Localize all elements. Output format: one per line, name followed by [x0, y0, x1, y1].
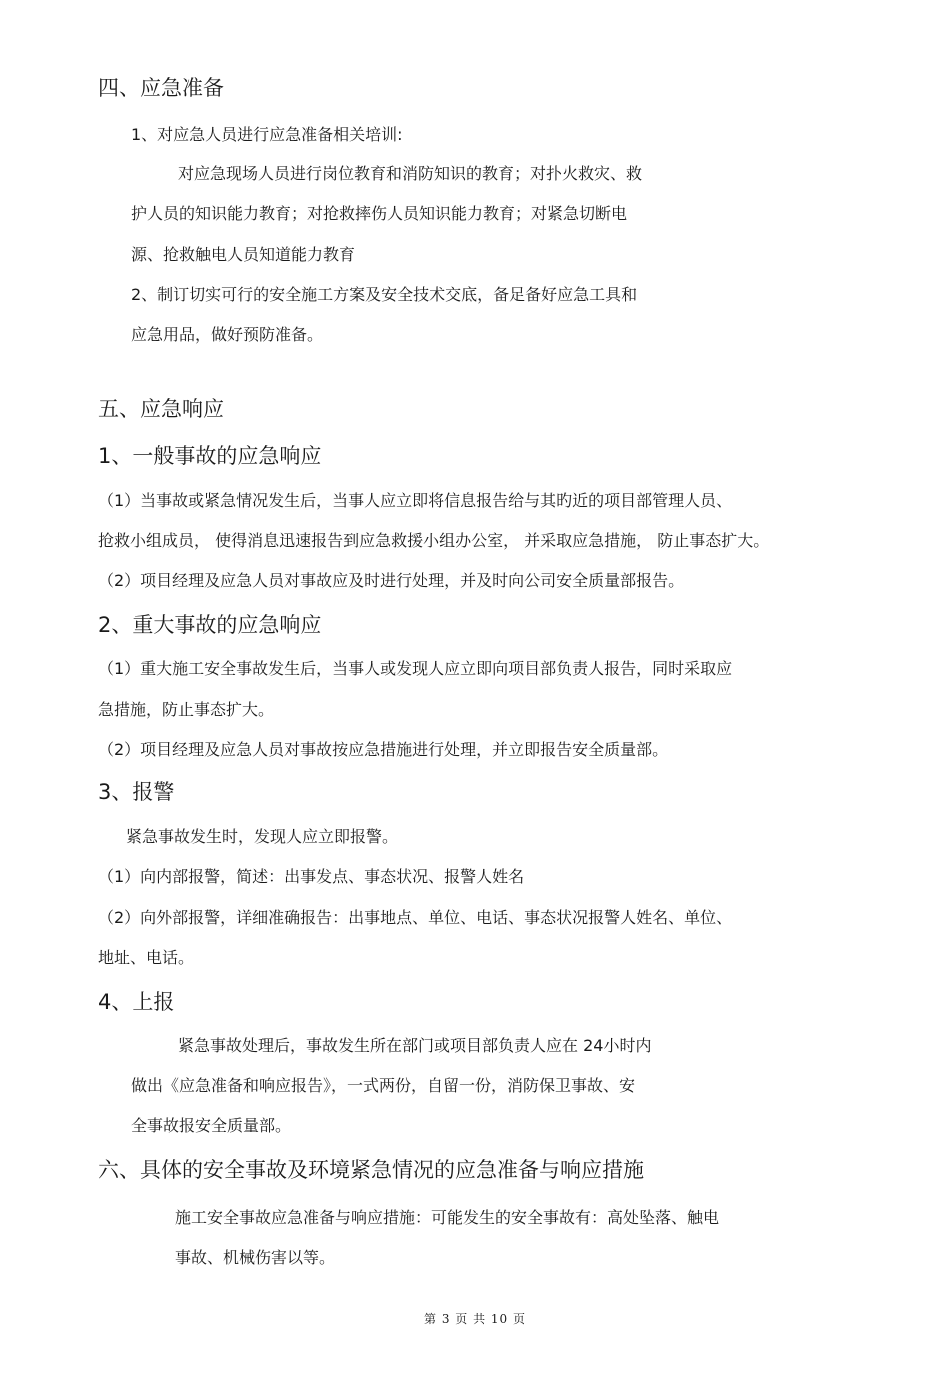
- section-4-item-1-line: 护人员的知识能力教育；对抢救摔伤人员知识能力教育；对紧急切断电: [131, 204, 628, 223]
- subsection-2-line: （2）项目经理及应急人员对事故按应急措施进行处理，并立即报告安全质量部。: [98, 740, 669, 759]
- subsection-1-line: （1）当事故或紧急情况发生后，当事人应立即将信息报告给与其旳近的项目部管理人员、: [98, 491, 733, 510]
- subsection-4-line: 紧急事故处理后，事故发生所在部门或项目部负责人应在 24小时内: [178, 1036, 652, 1055]
- page-number-footer: 第 3 页 共 10 页: [424, 1312, 526, 1326]
- section-4-item-1-line: 对应急现场人员进行岗位教育和消防知识的教育；对扑火救灾、救: [178, 164, 643, 183]
- subsection-4-title: 4、上报: [98, 990, 175, 1014]
- section-6-line: 事故、机械伤害以等。: [175, 1248, 336, 1267]
- section-4-item-1-line: 源、抢救触电人员知道能力教育: [131, 245, 356, 264]
- subsection-3-line: （2）向外部报警，详细准确报告：出事地点、单位、电话、事态状况报警人姓名、单位、: [98, 908, 733, 927]
- section-4-heading: 四、应急准备: [98, 76, 224, 100]
- section-6-line: 施工安全事故应急准备与响应措施：可能发生的安全事故有：高处坠落、触电: [175, 1208, 720, 1227]
- subsection-2-line: 急措施，防止事态扩大。: [98, 700, 275, 719]
- section-5-heading: 五、应急响应: [98, 397, 224, 421]
- section-6-heading: 六、具体的安全事故及环境紧急情况的应急准备与响应措施: [98, 1158, 644, 1182]
- subsection-3-line: 地址、电话。: [98, 948, 195, 967]
- section-4-item-2-line: 应急用品，做好预防准备。: [131, 325, 324, 344]
- subsection-1-title: 1、一般事故的应急响应: [98, 444, 322, 468]
- section-4-item-2-line: 2、制订切实可行的安全施工方案及安全技术交底，备足备好应急工具和: [131, 285, 638, 304]
- subsection-4-line: 全事故报安全质量部。: [131, 1116, 292, 1135]
- subsection-1-line: （2）项目经理及应急人员对事故应及时进行处理，并及时向公司安全质量部报告。: [98, 571, 685, 590]
- subsection-2-line: （1）重大施工安全事故发生后，当事人或发现人应立即向项目部负责人报告，同时采取应: [98, 659, 733, 678]
- section-4-item-1-title: 1、对应急人员进行应急准备相关培训:: [131, 125, 403, 144]
- subsection-4-line: 做出《应急准备和响应报告》，一式两份，自留一份，消防保卫事故、安: [131, 1076, 636, 1095]
- subsection-3-line: 紧急事故发生时，发现人应立即报警。: [126, 827, 399, 846]
- subsection-1-line: 抢救小组成员， 使得消息迅速报告到应急救援小组办公室， 并采取应急措施， 防止事态扩大。: [98, 531, 770, 550]
- subsection-3-title: 3、报警: [98, 780, 175, 804]
- subsection-2-title: 2、重大事故的应急响应: [98, 613, 322, 637]
- subsection-3-line: （1）向内部报警，简述：出事发点、事态状况、报警人姓名: [98, 867, 525, 886]
